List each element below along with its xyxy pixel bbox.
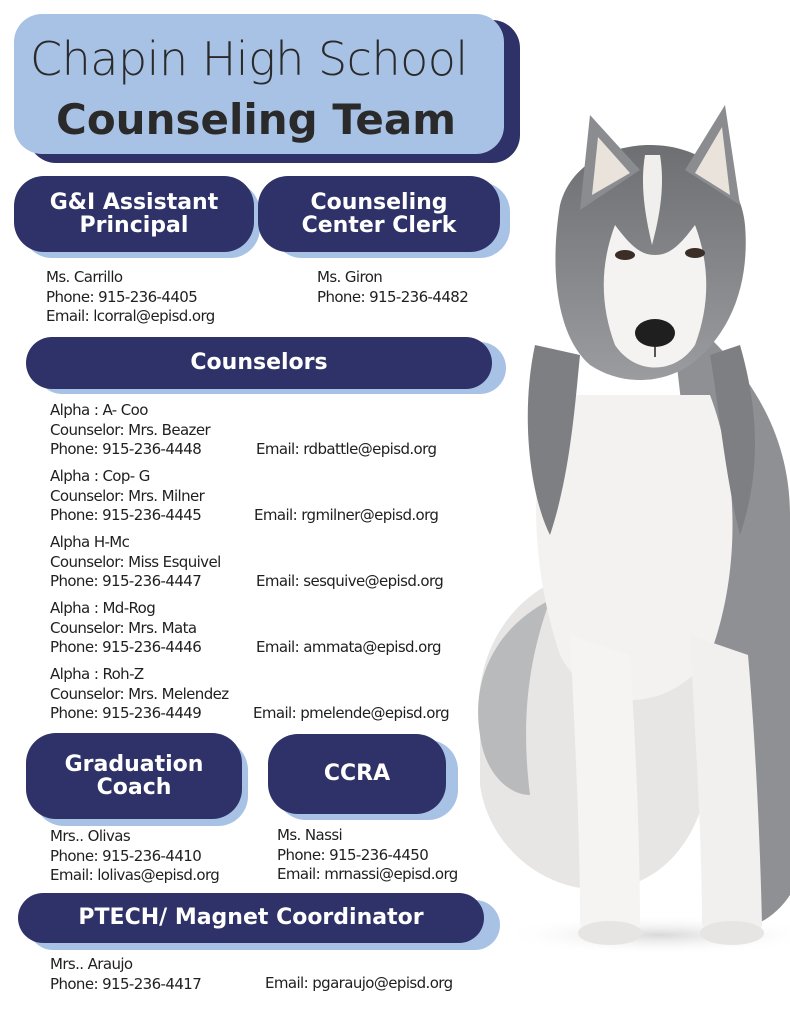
- counselor-email[interactable]: Email: ammata@episd.org: [256, 638, 441, 656]
- counselor-alpha: Alpha : Roh-Z: [50, 665, 144, 683]
- gi-name: Ms. Carrillo: [46, 268, 123, 286]
- counselor-entry: [50, 533, 221, 592]
- page-title: Counseling Team: [56, 95, 457, 144]
- ptech-contact: [50, 955, 201, 994]
- counselor-phone: Phone: 915-236-4445: [50, 506, 202, 524]
- counselor-entry: [50, 599, 201, 658]
- counselor-name: Counselor: Mrs. Mata: [50, 618, 197, 637]
- grad-coach-email[interactable]: Email: lolivas@episd.org: [50, 866, 220, 884]
- counselor-phone: Phone: 915-236-4449: [50, 704, 202, 722]
- counselor-name: Counselor: Mrs. Melendez: [50, 684, 229, 703]
- counselor-entry: [50, 467, 204, 526]
- counselor-phone: Phone: 915-236-4446: [50, 638, 202, 656]
- counselor-alpha: Alpha : Md-Rog: [50, 599, 156, 617]
- counselor-entry: [50, 401, 210, 460]
- ccra-contact: [277, 826, 458, 885]
- gi-email[interactable]: Email: lcorral@episd.org: [46, 307, 215, 325]
- counselor-name: Counselor: Mrs. Beazer: [50, 420, 211, 439]
- grad-coach-name: Mrs.. Olivas: [50, 827, 131, 845]
- counselor-email[interactable]: Email: sesquive@episd.org: [256, 572, 444, 590]
- counselor-email[interactable]: Email: rgmilner@episd.org: [254, 506, 439, 524]
- counselor-entry: [50, 665, 229, 724]
- counselor-email[interactable]: Email: pmelende@episd.org: [253, 704, 450, 722]
- grad-coach-phone: Phone: 915-236-4410: [50, 846, 202, 865]
- ptech-name: Mrs.. Araujo: [50, 955, 133, 973]
- counselor-alpha: Alpha H-Mc: [50, 533, 130, 551]
- grad-coach-contact: [50, 827, 219, 886]
- ccra-phone: Phone: 915-236-4450: [277, 845, 429, 864]
- ptech-phone: Phone: 915-236-4417: [50, 974, 202, 993]
- counselors-heading: Counselors: [26, 337, 492, 389]
- counselor-name: Counselor: Miss Esquivel: [50, 552, 221, 571]
- ccra-heading: CCRA: [268, 734, 446, 814]
- clerk-contact: [317, 268, 468, 307]
- ptech-email[interactable]: Email: pgaraujo@episd.org: [265, 974, 453, 992]
- ptech-magnet-heading: PTECH/ Magnet Coordinator: [18, 893, 484, 943]
- counselor-name: Counselor: Mrs. Milner: [50, 486, 205, 505]
- counseling-center-clerk-heading: Counseling Center Clerk: [258, 176, 500, 252]
- ccra-email[interactable]: Email: mrnassi@episd.org: [277, 865, 458, 883]
- gi-contact: [46, 268, 215, 327]
- gi-phone: Phone: 915-236-4405: [46, 287, 198, 306]
- graduation-coach-heading: Graduation Coach: [26, 733, 242, 819]
- counselor-phone: Phone: 915-236-4447: [50, 572, 202, 590]
- counselor-alpha: Alpha : A- Coo: [50, 401, 148, 419]
- counselor-email[interactable]: Email: rdbattle@episd.org: [256, 440, 437, 458]
- counselor-alpha: Alpha : Cop- G: [50, 467, 150, 485]
- gi-assistant-principal-heading: G&I Assistant Principal: [14, 176, 254, 252]
- school-name: Chapin High School: [30, 32, 468, 86]
- counselor-phone: Phone: 915-236-4448: [50, 440, 202, 458]
- ccra-name: Ms. Nassi: [277, 826, 343, 844]
- clerk-name: Ms. Giron: [317, 268, 383, 286]
- clerk-phone: Phone: 915-236-4482: [317, 287, 469, 306]
